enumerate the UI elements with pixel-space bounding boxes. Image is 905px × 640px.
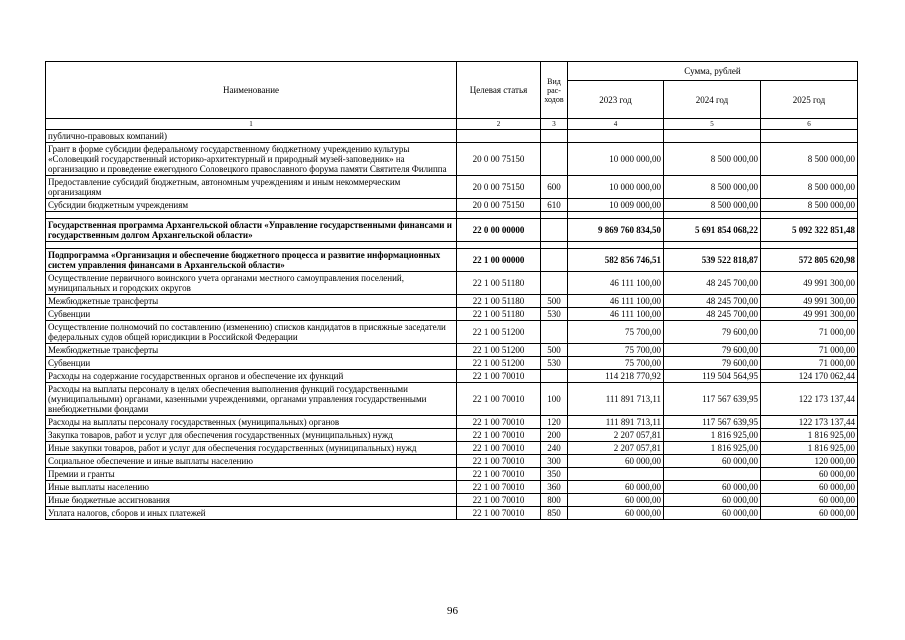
empty-cell bbox=[46, 242, 457, 249]
row-amount-2024: 5 691 854 068,22 bbox=[664, 219, 761, 242]
row-expense-type bbox=[541, 249, 568, 272]
row-amount-2024: 60 000,00 bbox=[664, 494, 761, 507]
row-name: Предоставление субсидий бюджетным, автономным учреждениям и иным некоммерческим организациям bbox=[46, 176, 457, 199]
row-amount-2025: 60 000,00 bbox=[761, 507, 858, 520]
row-amount-2025: 8 500 000,00 bbox=[761, 199, 858, 212]
row-name: Субвенции bbox=[46, 357, 457, 370]
row-amount-2025: 120 000,00 bbox=[761, 455, 858, 468]
row-amount-2024: 79 600,00 bbox=[664, 344, 761, 357]
header-target: Целевая статья bbox=[457, 62, 541, 119]
row-name: Расходы на выплаты персоналу государственных (муниципальных) органов bbox=[46, 416, 457, 429]
row-amount-2025: 60 000,00 bbox=[761, 468, 858, 481]
row-amount-2025: 124 170 062,44 bbox=[761, 370, 858, 383]
row-amount-2024 bbox=[664, 130, 761, 143]
row-target-code: 20 0 00 75150 bbox=[457, 143, 541, 176]
row-name: публично-правовых компаний) bbox=[46, 130, 457, 143]
row-expense-type: 350 bbox=[541, 468, 568, 481]
row-target-code: 22 1 00 70010 bbox=[457, 442, 541, 455]
row-amount-2024: 117 567 639,95 bbox=[664, 383, 761, 416]
row-target-code: 22 1 00 70010 bbox=[457, 455, 541, 468]
empty-cell bbox=[457, 242, 541, 249]
row-amount-2025: 1 816 925,00 bbox=[761, 442, 858, 455]
row-amount-2023: 10 000 000,00 bbox=[568, 176, 664, 199]
row-amount-2025: 1 816 925,00 bbox=[761, 429, 858, 442]
row-amount-2024: 60 000,00 bbox=[664, 455, 761, 468]
row-amount-2025: 572 805 620,98 bbox=[761, 249, 858, 272]
row-amount-2025: 49 991 300,00 bbox=[761, 308, 858, 321]
row-amount-2024: 48 245 700,00 bbox=[664, 308, 761, 321]
row-target-code: 22 1 00 51200 bbox=[457, 321, 541, 344]
table-row bbox=[46, 272, 858, 295]
empty-cell bbox=[541, 212, 568, 219]
row-target-code bbox=[457, 130, 541, 143]
row-amount-2025: 8 500 000,00 bbox=[761, 176, 858, 199]
row-amount-2023: 46 111 100,00 bbox=[568, 272, 664, 295]
row-amount-2025: 49 991 300,00 bbox=[761, 272, 858, 295]
row-target-code: 22 1 00 70010 bbox=[457, 416, 541, 429]
row-expense-type: 120 bbox=[541, 416, 568, 429]
spacer-row bbox=[46, 242, 858, 249]
header-2024: 2024 год bbox=[664, 81, 761, 119]
budget-page bbox=[45, 61, 857, 520]
row-amount-2024: 117 567 639,95 bbox=[664, 416, 761, 429]
row-amount-2024: 48 245 700,00 bbox=[664, 295, 761, 308]
row-amount-2023: 582 856 746,51 bbox=[568, 249, 664, 272]
row-name: Иные закупки товаров, работ и услуг для обеспечения государственных (муниципальных) нужд bbox=[46, 442, 457, 455]
table-row bbox=[46, 494, 858, 507]
empty-cell bbox=[457, 212, 541, 219]
row-amount-2024: 60 000,00 bbox=[664, 481, 761, 494]
row-amount-2023: 111 891 713,11 bbox=[568, 416, 664, 429]
table-row bbox=[46, 199, 858, 212]
row-target-code: 22 1 00 51180 bbox=[457, 308, 541, 321]
row-amount-2023: 2 207 057,81 bbox=[568, 429, 664, 442]
row-amount-2025: 71 000,00 bbox=[761, 357, 858, 370]
column-number-row bbox=[46, 119, 858, 130]
spacer-row bbox=[46, 212, 858, 219]
row-amount-2025: 8 500 000,00 bbox=[761, 143, 858, 176]
table-row bbox=[46, 219, 858, 242]
row-name: Социальное обеспечение и иные выплаты населению bbox=[46, 455, 457, 468]
table-row bbox=[46, 507, 858, 520]
table-row bbox=[46, 308, 858, 321]
table-row bbox=[46, 357, 858, 370]
row-name: Уплата налогов, сборов и иных платежей bbox=[46, 507, 457, 520]
row-amount-2024: 1 816 925,00 bbox=[664, 442, 761, 455]
row-amount-2023: 75 700,00 bbox=[568, 321, 664, 344]
table-row bbox=[46, 383, 858, 416]
row-amount-2024: 119 504 564,95 bbox=[664, 370, 761, 383]
row-name: Осуществление первичного воинского учета органами местного самоуправления поселений, муниципальных и городских округов bbox=[46, 272, 457, 295]
table-row bbox=[46, 344, 858, 357]
header-2023: 2023 год bbox=[568, 81, 664, 119]
table-row bbox=[46, 143, 858, 176]
empty-cell bbox=[46, 212, 457, 219]
row-target-code: 22 1 00 70010 bbox=[457, 429, 541, 442]
row-name: Субсидии бюджетным учреждениям bbox=[46, 199, 457, 212]
row-amount-2023: 10 009 000,00 bbox=[568, 199, 664, 212]
row-amount-2023: 2 207 057,81 bbox=[568, 442, 664, 455]
row-amount-2023 bbox=[568, 468, 664, 481]
empty-cell bbox=[568, 242, 664, 249]
row-expense-type: 200 bbox=[541, 429, 568, 442]
row-name: Иные бюджетные ассигнования bbox=[46, 494, 457, 507]
row-name: Межбюджетные трансферты bbox=[46, 295, 457, 308]
row-amount-2025: 60 000,00 bbox=[761, 481, 858, 494]
row-amount-2023 bbox=[568, 130, 664, 143]
row-amount-2025: 122 173 137,44 bbox=[761, 416, 858, 429]
row-target-code: 22 1 00 70010 bbox=[457, 468, 541, 481]
row-name: Субвенции bbox=[46, 308, 457, 321]
row-amount-2023: 10 000 000,00 bbox=[568, 143, 664, 176]
row-expense-type: 610 bbox=[541, 199, 568, 212]
table-row bbox=[46, 321, 858, 344]
row-amount-2024: 1 816 925,00 bbox=[664, 429, 761, 442]
row-amount-2025: 71 000,00 bbox=[761, 344, 858, 357]
row-amount-2025: 5 092 322 851,48 bbox=[761, 219, 858, 242]
table-row bbox=[46, 468, 858, 481]
row-amount-2024: 60 000,00 bbox=[664, 507, 761, 520]
row-name: Осуществление полномочий по составлению (изменению) списков кандидатов в присяжные заседатели федеральных судов общей юрисдикции в Российской Федерации bbox=[46, 321, 457, 344]
header-row bbox=[46, 62, 858, 81]
table-row bbox=[46, 295, 858, 308]
row-name: Закупка товаров, работ и услуг для обеспечения государственных (муниципальных) нужд bbox=[46, 429, 457, 442]
empty-cell bbox=[541, 242, 568, 249]
row-amount-2025: 71 000,00 bbox=[761, 321, 858, 344]
row-expense-type: 100 bbox=[541, 383, 568, 416]
row-expense-type: 530 bbox=[541, 308, 568, 321]
row-target-code: 22 1 00 51180 bbox=[457, 272, 541, 295]
row-amount-2023: 46 111 100,00 bbox=[568, 308, 664, 321]
row-expense-type: 500 bbox=[541, 344, 568, 357]
header-name: Наименование bbox=[46, 62, 457, 119]
row-target-code: 22 1 00 70010 bbox=[457, 481, 541, 494]
row-expense-type: 850 bbox=[541, 507, 568, 520]
table-row bbox=[46, 416, 858, 429]
row-amount-2025: 49 991 300,00 bbox=[761, 295, 858, 308]
column-number: 2 bbox=[457, 119, 541, 130]
row-name: Расходы на выплаты персоналу в целях обеспечения выполнения функций государственными (муниципальными) органами, казенными учреждениями, органами управления государственными внебюджетными фондами bbox=[46, 383, 457, 416]
table-row bbox=[46, 455, 858, 468]
header-2025: 2025 год bbox=[761, 81, 858, 119]
row-name: Иные выплаты населению bbox=[46, 481, 457, 494]
row-expense-type: 360 bbox=[541, 481, 568, 494]
empty-cell bbox=[664, 212, 761, 219]
row-target-code: 22 0 00 00000 bbox=[457, 219, 541, 242]
row-amount-2023: 60 000,00 bbox=[568, 494, 664, 507]
row-expense-type: 240 bbox=[541, 442, 568, 455]
row-amount-2023: 111 891 713,11 bbox=[568, 383, 664, 416]
row-expense-type bbox=[541, 130, 568, 143]
row-name: Подпрограмма «Организация и обеспечение бюджетного процесса и развитие информационных систем управления финансами в Архангельской области» bbox=[46, 249, 457, 272]
row-target-code: 22 1 00 51180 bbox=[457, 295, 541, 308]
row-name: Межбюджетные трансферты bbox=[46, 344, 457, 357]
row-expense-type bbox=[541, 370, 568, 383]
row-target-code: 22 1 00 51200 bbox=[457, 344, 541, 357]
row-amount-2024: 539 522 818,87 bbox=[664, 249, 761, 272]
empty-cell bbox=[664, 242, 761, 249]
row-target-code: 22 1 00 51200 bbox=[457, 357, 541, 370]
row-amount-2023: 60 000,00 bbox=[568, 455, 664, 468]
row-amount-2023: 75 700,00 bbox=[568, 344, 664, 357]
table-row bbox=[46, 370, 858, 383]
column-number: 1 bbox=[46, 119, 457, 130]
header-type: Вид рас-ходов bbox=[541, 62, 568, 119]
row-target-code: 20 0 00 75150 bbox=[457, 199, 541, 212]
row-name: Государственная программа Архангельской области «Управление государственными финансами и государственным долгом Архангельской области» bbox=[46, 219, 457, 242]
budget-table bbox=[45, 61, 858, 520]
row-expense-type bbox=[541, 219, 568, 242]
row-amount-2024: 8 500 000,00 bbox=[664, 176, 761, 199]
row-amount-2024: 79 600,00 bbox=[664, 321, 761, 344]
table-row bbox=[46, 429, 858, 442]
row-name: Расходы на содержание государственных органов и обеспечение их функций bbox=[46, 370, 457, 383]
row-amount-2023: 60 000,00 bbox=[568, 481, 664, 494]
row-expense-type: 800 bbox=[541, 494, 568, 507]
empty-cell bbox=[761, 242, 858, 249]
row-target-code: 22 1 00 70010 bbox=[457, 494, 541, 507]
column-number: 5 bbox=[664, 119, 761, 130]
row-name: Грант в форме субсидии федеральному государственному бюджетному учреждению культуры «Соловецкий государственный историко-архитектурный и природный музей-заповедник» на организацию и проведение ежегодного Соловецкого православного форума памяти Святителя Филиппа bbox=[46, 143, 457, 176]
column-number: 4 bbox=[568, 119, 664, 130]
row-amount-2023: 60 000,00 bbox=[568, 507, 664, 520]
row-target-code: 22 1 00 00000 bbox=[457, 249, 541, 272]
row-amount-2023: 46 111 100,00 bbox=[568, 295, 664, 308]
row-amount-2025: 60 000,00 bbox=[761, 494, 858, 507]
empty-cell bbox=[761, 212, 858, 219]
row-amount-2023: 9 869 760 834,50 bbox=[568, 219, 664, 242]
table-row bbox=[46, 442, 858, 455]
page-number: 96 bbox=[447, 605, 458, 617]
row-amount-2024: 79 600,00 bbox=[664, 357, 761, 370]
row-amount-2024: 48 245 700,00 bbox=[664, 272, 761, 295]
row-target-code: 22 1 00 70010 bbox=[457, 370, 541, 383]
row-amount-2024 bbox=[664, 468, 761, 481]
row-name: Премии и гранты bbox=[46, 468, 457, 481]
row-target-code: 22 1 00 70010 bbox=[457, 383, 541, 416]
empty-cell bbox=[568, 212, 664, 219]
row-amount-2023: 75 700,00 bbox=[568, 357, 664, 370]
row-amount-2023: 114 218 770,92 bbox=[568, 370, 664, 383]
row-expense-type: 530 bbox=[541, 357, 568, 370]
row-amount-2025: 122 173 137,44 bbox=[761, 383, 858, 416]
row-expense-type: 500 bbox=[541, 295, 568, 308]
row-expense-type bbox=[541, 321, 568, 344]
table-row bbox=[46, 130, 858, 143]
row-target-code: 22 1 00 70010 bbox=[457, 507, 541, 520]
row-expense-type: 300 bbox=[541, 455, 568, 468]
row-expense-type bbox=[541, 272, 568, 295]
column-number: 6 bbox=[761, 119, 858, 130]
table-row bbox=[46, 249, 858, 272]
row-amount-2025 bbox=[761, 130, 858, 143]
header-sum: Сумма, рублей bbox=[568, 62, 858, 81]
table-row bbox=[46, 176, 858, 199]
row-amount-2024: 8 500 000,00 bbox=[664, 199, 761, 212]
column-number: 3 bbox=[541, 119, 568, 130]
row-target-code: 20 0 00 75150 bbox=[457, 176, 541, 199]
row-expense-type: 600 bbox=[541, 176, 568, 199]
row-expense-type bbox=[541, 143, 568, 176]
row-amount-2024: 8 500 000,00 bbox=[664, 143, 761, 176]
table-row bbox=[46, 481, 858, 494]
